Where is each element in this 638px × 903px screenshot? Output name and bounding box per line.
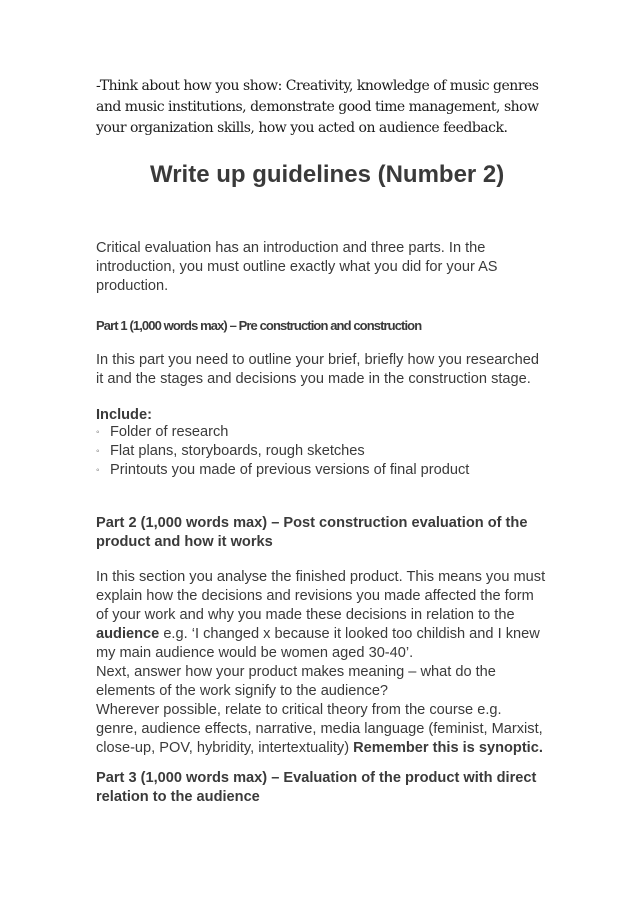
- bullet-icon: ◦: [96, 465, 100, 476]
- list-item: ◦ Printouts you made of previous versions of final product: [96, 462, 470, 478]
- part3-heading: Part 3 (1,000 words max) – Evaluation of the product with direct relation to the audience: [96, 770, 537, 805]
- page-title: Write up guidelines (Number 2): [150, 161, 505, 188]
- list-item: ◦ Folder of research: [96, 424, 229, 440]
- include-list: [96, 423, 546, 480]
- audience-emphasis: audience: [96, 626, 160, 642]
- bullet-icon: ◦: [96, 446, 100, 457]
- part2-body: In this section you analyse the finished product. This means you must explain how the decisions and revisions you made affected the form of your work and why you made these decisions in relation to the audience e.g. ‘I changed x because it looked too childish and I knew my main audience would be women aged 30-40’. Next, answer how your product makes meaning – what do the elements of the work signify to the audience? Wherever possible, relate to critical theory from the course e.g. genre, audience effects, narrative, media language (feminist, Marxist, close-up, POV, hybridity, intertextuality) Remember this is synoptic.: [96, 569, 546, 756]
- bullet-icon: ◦: [96, 427, 100, 438]
- list-item: ◦ Flat plans, storyboards, rough sketches: [96, 443, 365, 459]
- include-label: Include:: [96, 407, 152, 423]
- synoptic-note: Remember this is synoptic.: [353, 740, 543, 756]
- part1-body: In this part you need to outline your brief, briefly how you researched it and the stages and decisions you made in the construction stage.: [96, 352, 539, 387]
- intro-paragraph: -Think about how you show: Creativity, knowledge of music genres and music institutions, demonstrate good time management, show your organization skills, how you acted on audience feedback.: [96, 78, 539, 136]
- part2-heading: Part 2 (1,000 words max) – Post construction evaluation of the product and how it works: [96, 515, 528, 550]
- overview-paragraph: Critical evaluation has an introduction and three parts. In the introduction, you must outline exactly what you did for your AS production.: [96, 240, 498, 294]
- part1-heading: Part 1 (1,000 words max) – Pre construction and construction: [96, 318, 422, 333]
